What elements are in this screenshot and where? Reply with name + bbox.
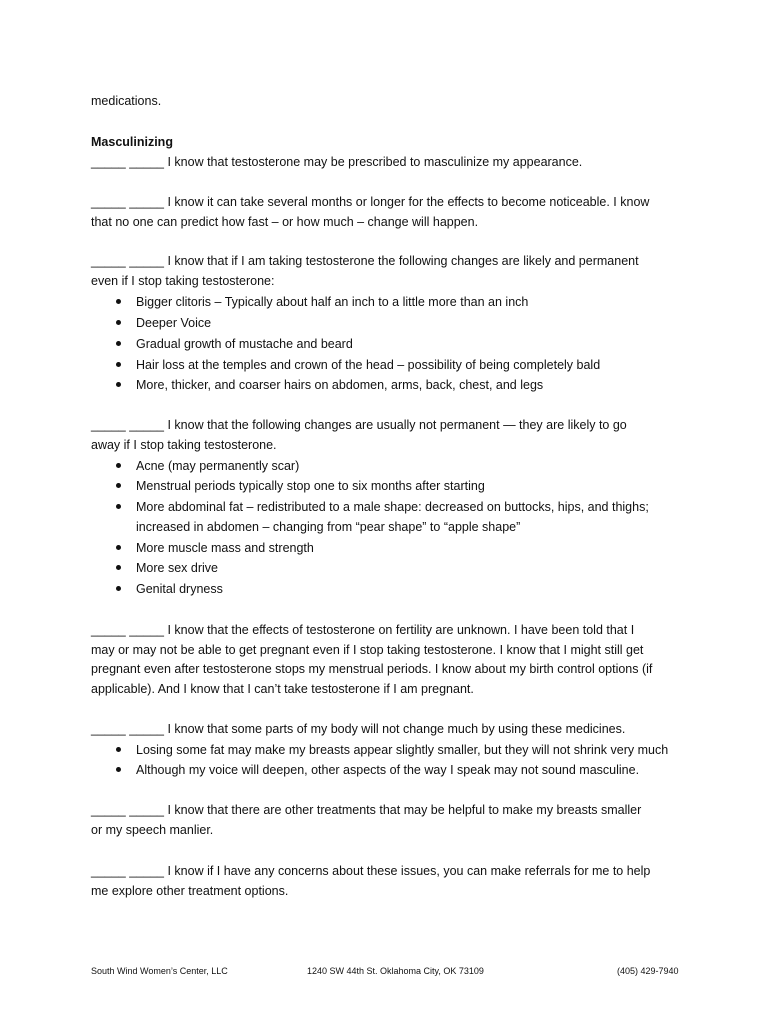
bullet-item: Acne (may permanently scar)	[136, 459, 300, 473]
footer-phone: (405) 429-7940	[617, 966, 679, 976]
checklist-item: _____ _____ I know it can take several months or longer for the effects to become noticeable. I know	[91, 195, 650, 209]
bullet-item: Although my voice will deepen, other aspects of the way I speak may not sound masculine.	[136, 763, 640, 777]
text-line: pregnant even after testosterone stops my menstrual periods. I know about my birth control options (if	[91, 662, 653, 676]
bullet-item: Deeper Voice	[136, 316, 212, 330]
text-line: applicable). And I know that I can’t take testosterone if I am pregnant.	[91, 682, 474, 696]
bullet-item: Menstrual periods typically stop one to six months after starting	[136, 479, 485, 493]
footer-org: South Wind Women’s Center, LLC	[91, 966, 228, 976]
bullet-continuation: increased in abdomen – changing from “pear shape” to “apple shape”	[136, 520, 521, 534]
text-line: that no one can predict how fast – or how much – change will happen.	[91, 215, 479, 229]
checklist-item: _____ _____ I know that the following changes are usually not permanent — they are likely to go	[91, 418, 627, 432]
bullet-icon	[116, 586, 121, 591]
text-line: away if I stop taking testosterone.	[91, 438, 277, 452]
bullet-icon	[116, 382, 121, 387]
bullet-icon	[116, 362, 121, 367]
bullet-icon	[116, 747, 121, 752]
text-line: even if I stop taking testosterone:	[91, 274, 275, 288]
bullet-icon	[116, 504, 121, 509]
checklist-item: _____ _____ I know that there are other treatments that may be helpful to make my breasts smaller	[91, 803, 642, 817]
bullet-item: More, thicker, and coarser hairs on abdomen, arms, back, chest, and legs	[136, 378, 544, 392]
bullet-icon	[116, 767, 121, 772]
checklist-item: _____ _____ I know if I have any concerns about these issues, you can make referrals for me to help	[91, 864, 651, 878]
bullet-item: Gradual growth of mustache and beard	[136, 337, 353, 351]
checklist-item: _____ _____ I know that if I am taking testosterone the following changes are likely and permanent	[91, 254, 639, 268]
bullet-item: More abdominal fat – redistributed to a male shape: decreased on buttocks, hips, and thighs;	[136, 500, 649, 514]
bullet-item: Losing some fat may make my breasts appear slightly smaller, but they will not shrink very much	[136, 743, 669, 757]
bullet-item: Hair loss at the temples and crown of the head – possibility of being completely bald	[136, 358, 601, 372]
text-line: me explore other treatment options.	[91, 884, 289, 898]
bullet-icon	[116, 299, 121, 304]
checklist-item: _____ _____ I know that testosterone may be prescribed to masculinize my appearance.	[91, 155, 583, 169]
bullet-icon	[116, 565, 121, 570]
bullet-icon	[116, 463, 121, 468]
bullet-icon	[116, 320, 121, 325]
checklist-item: _____ _____ I know that the effects of testosterone on fertility are unknown. I have been told that I	[91, 623, 635, 637]
bullet-icon	[116, 341, 121, 346]
text-line: or my speech manlier.	[91, 823, 214, 837]
bullet-item: More sex drive	[136, 561, 218, 575]
footer-address: 1240 SW 44th St. Oklahoma City, OK 73109	[307, 966, 484, 976]
text-line: medications.	[91, 94, 162, 108]
section-heading: Masculinizing	[91, 135, 173, 149]
bullet-icon	[116, 545, 121, 550]
bullet-item: Bigger clitoris – Typically about half an inch to a little more than an inch	[136, 295, 529, 309]
bullet-item: Genital dryness	[136, 582, 223, 596]
text-line: may or may not be able to get pregnant even if I stop taking testosterone. I know that I might still get	[91, 643, 644, 657]
bullet-icon	[116, 483, 121, 488]
checklist-item: _____ _____ I know that some parts of my body will not change much by using these medicines.	[91, 722, 626, 736]
bullet-item: More muscle mass and strength	[136, 541, 314, 555]
